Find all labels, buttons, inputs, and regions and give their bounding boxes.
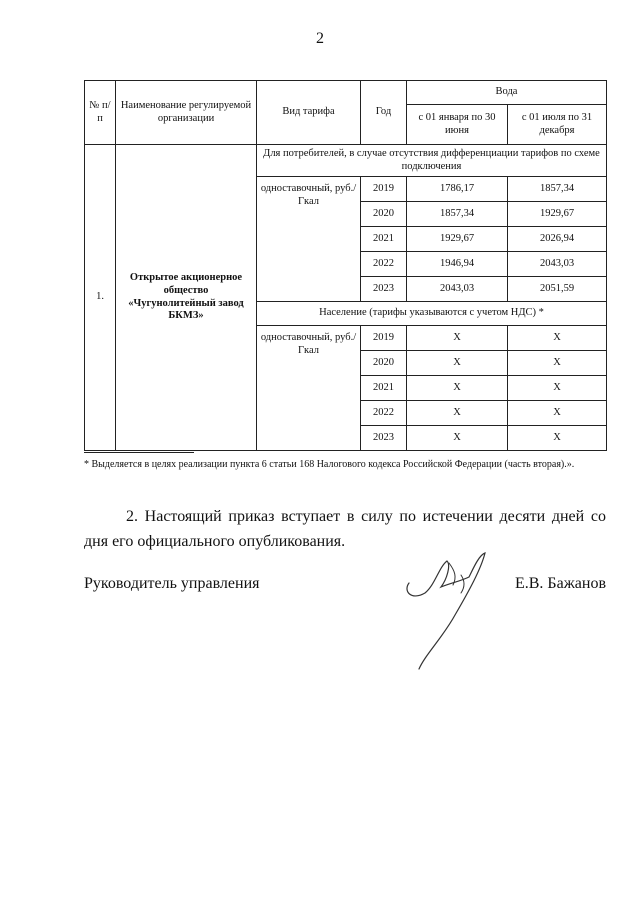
- value-cell: Х: [407, 326, 508, 351]
- value-cell: 1857,34: [407, 202, 508, 227]
- header-organization: Наименование регулируемой организации: [116, 81, 257, 145]
- header-period-1: с 01 января по 30 июня: [407, 105, 508, 145]
- value-cell: 2043,03: [407, 277, 508, 302]
- year-cell: 2020: [361, 202, 407, 227]
- year-cell: 2019: [361, 326, 407, 351]
- signer-title: Руководитель управления: [84, 575, 260, 592]
- value-cell: Х: [508, 376, 607, 401]
- organization-name: Открытое акционерное общество «Чугунолитейный завод БКМЗ»: [116, 145, 257, 451]
- footnote-divider: [84, 452, 194, 453]
- value-cell: 1857,34: [508, 177, 607, 202]
- year-cell: 2023: [361, 426, 407, 451]
- section-title: Для потребителей, в случае отсутствия дифференциации тарифов по схеме подключения: [257, 145, 607, 177]
- order-paragraph: 2. Настоящий приказ вступает в силу по истечении десяти дней со дня его официального опубликования.: [84, 508, 606, 550]
- handwritten-signature: [395, 545, 505, 675]
- value-cell: 1786,17: [407, 177, 508, 202]
- value-cell: 1929,67: [407, 227, 508, 252]
- year-cell: 2020: [361, 351, 407, 376]
- value-cell: 1946,94: [407, 252, 508, 277]
- year-cell: 2021: [361, 227, 407, 252]
- header-water: Вода: [407, 81, 607, 105]
- year-cell: 2022: [361, 401, 407, 426]
- year-cell: 2019: [361, 177, 407, 202]
- value-cell: 2051,59: [508, 277, 607, 302]
- tariff-type-cell: одноставочный, руб./Гкал: [257, 326, 361, 451]
- value-cell: Х: [508, 326, 607, 351]
- value-cell: Х: [407, 351, 508, 376]
- value-cell: Х: [508, 351, 607, 376]
- value-cell: Х: [407, 426, 508, 451]
- header-period-2: с 01 июля по 31 декабря: [508, 105, 607, 145]
- header-num: № п/п: [85, 81, 116, 145]
- header-year: Год: [361, 81, 407, 145]
- year-cell: 2023: [361, 277, 407, 302]
- section-title: Население (тарифы указываются с учетом НДС) *: [257, 302, 607, 326]
- footnote: * Выделяется в целях реализации пункта 6 статьи 168 Налогового кодекса Российской Федерации (часть вторая).».: [84, 459, 575, 470]
- table-header-row: [85, 81, 607, 105]
- value-cell: Х: [508, 426, 607, 451]
- section-title-row: [85, 145, 607, 177]
- header-tariff-type: Вид тарифа: [257, 81, 361, 145]
- year-cell: 2022: [361, 252, 407, 277]
- value-cell: Х: [407, 376, 508, 401]
- value-cell: Х: [508, 401, 607, 426]
- tariff-type-cell: одноставочный, руб./Гкал: [257, 177, 361, 302]
- year-cell: 2021: [361, 376, 407, 401]
- tariff-table: [84, 80, 607, 451]
- row-number: 1.: [85, 145, 116, 451]
- value-cell: 2043,03: [508, 252, 607, 277]
- page-number: 2: [316, 30, 324, 47]
- value-cell: Х: [407, 401, 508, 426]
- value-cell: 2026,94: [508, 227, 607, 252]
- value-cell: 1929,67: [508, 202, 607, 227]
- signer-name: Е.В. Бажанов: [514, 575, 606, 592]
